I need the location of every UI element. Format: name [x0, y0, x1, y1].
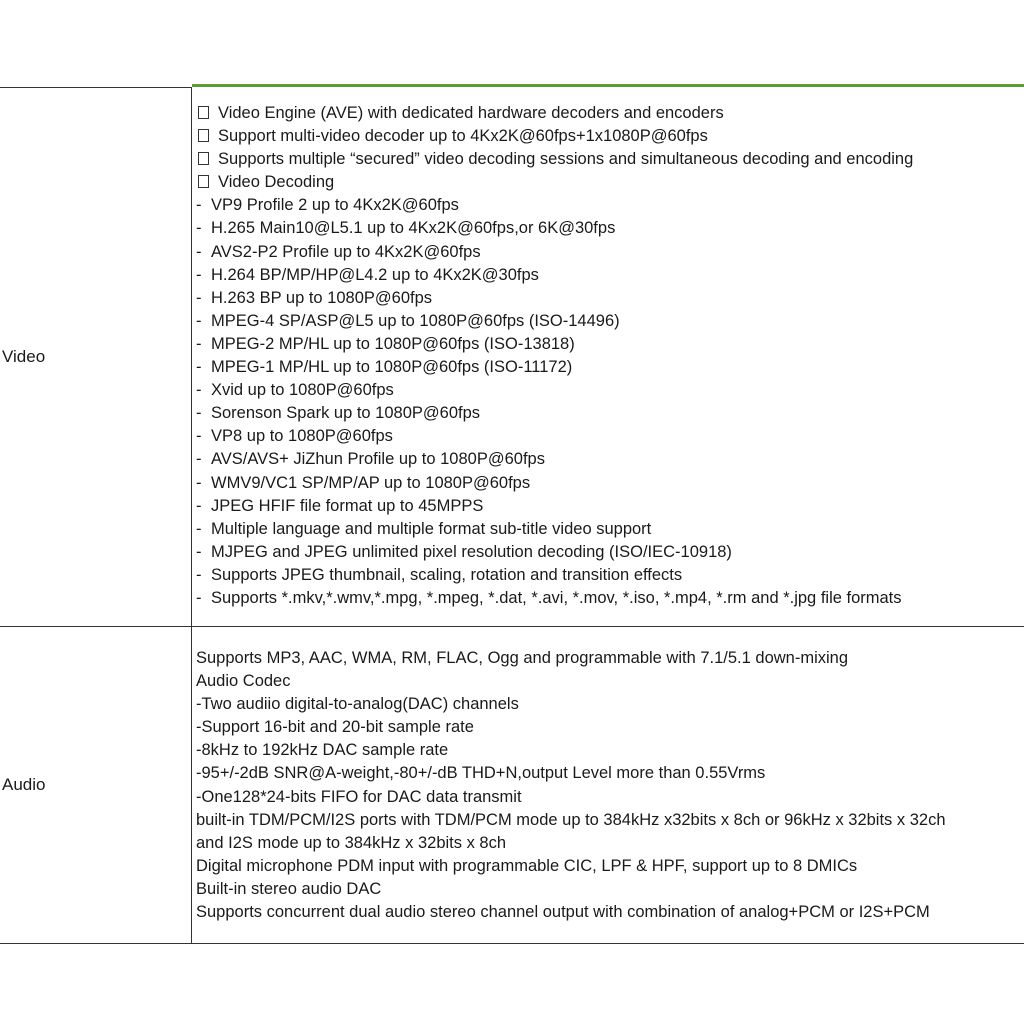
list-item: Support multi-video decoder up to 4Kx2K@60fps+1x1080P@60fps: [196, 125, 1022, 148]
audio-spec-list: [196, 647, 1022, 924]
list-item: - AVS/AVS+ JiZhun Profile up to 1080P@60fps: [196, 448, 1022, 471]
checkbox-bullet-icon: [198, 175, 209, 188]
dash-bullet-icon: -: [196, 473, 202, 492]
video-label: Video: [2, 346, 46, 366]
list-item: - MPEG-2 MP/HL up to 1080P@60fps (ISO-13818): [196, 333, 1022, 356]
list-item: - Multiple language and multiple format sub-title video support: [196, 518, 1022, 541]
video-row: [0, 87, 1024, 627]
checkbox-bullet-icon: [198, 129, 209, 142]
list-item: -One128*24-bits FIFO for DAC data transmit: [196, 787, 522, 806]
dash-bullet-icon: -: [196, 381, 202, 400]
list-item: -Two audiio digital-to-analog(DAC) channels: [196, 695, 519, 714]
dash-bullet-icon: -: [196, 450, 202, 469]
dash-bullet-icon: -: [196, 519, 202, 538]
list-item: - MPEG-4 SP/ASP@L5 up to 1080P@60fps (ISO-14496): [196, 310, 1022, 333]
list-item: - WMV9/VC1 SP/MP/AP up to 1080P@60fps: [196, 472, 1022, 495]
checkbox-bullet-icon: [198, 106, 209, 119]
list-item: - JPEG HFIF file format up to 45MPPS: [196, 495, 1022, 518]
audio-row: [0, 627, 1024, 944]
list-item: - Sorenson Spark up to 1080P@60fps: [196, 402, 1022, 425]
list-item: Built-in stereo audio DAC: [196, 879, 382, 898]
list-item: built-in TDM/PCM/I2S ports with TDM/PCM mode up to 384kHz x32bits x 8ch or 96kHz x 32bits x 32ch: [196, 810, 946, 829]
list-item: Supports concurrent dual audio stereo channel output with combination of analog+PCM or I2S+PCM: [196, 903, 930, 922]
dash-bullet-icon: -: [196, 288, 202, 307]
list-item: - AVS2-P2 Profile up to 4Kx2K@60fps: [196, 241, 1022, 264]
dash-bullet-icon: -: [196, 242, 202, 261]
list-item: - MJPEG and JPEG unlimited pixel resolution decoding (ISO/IEC-10918): [196, 541, 1022, 564]
list-item: - H.263 BP up to 1080P@60fps: [196, 287, 1022, 310]
dash-bullet-icon: -: [196, 427, 202, 446]
dash-bullet-icon: -: [196, 265, 202, 284]
dash-bullet-icon: -: [196, 496, 202, 515]
list-item: Supports MP3, AAC, WMA, RM, FLAC, Ogg and programmable with 7.1/5.1 down-mixing: [196, 649, 849, 667]
dash-bullet-icon: -: [196, 565, 202, 584]
list-item: - VP8 up to 1080P@60fps: [196, 425, 1022, 448]
dash-bullet-icon: -: [196, 334, 202, 353]
video-spec-list: [196, 102, 1022, 610]
list-item: Video Decoding: [196, 171, 1022, 194]
list-item: - Supports JPEG thumbnail, scaling, rotation and transition effects: [196, 564, 1022, 587]
list-item: and I2S mode up to 384kHz x 32bits x 8ch: [196, 833, 507, 852]
list-item: Digital microphone PDM input with programmable CIC, LPF & HPF, support up to 8 DMICs: [196, 856, 858, 875]
list-item: - Supports *.mkv,*.wmv,*.mpg, *.mpeg, *.dat, *.avi, *.mov, *.iso, *.mp4, *.rm and *.jpg file formats: [196, 587, 1022, 610]
list-item: - VP9 Profile 2 up to 4Kx2K@60fps: [196, 194, 1022, 217]
column-divider: [191, 627, 192, 943]
list-item: -8kHz to 192kHz DAC sample rate: [196, 741, 449, 760]
dash-bullet-icon: -: [196, 311, 202, 330]
list-item: Supports multiple “secured” video decoding sessions and simultaneous decoding and encoding: [196, 148, 1022, 171]
dash-bullet-icon: -: [196, 196, 202, 215]
column-divider: [191, 87, 192, 626]
list-item: - H.264 BP/MP/HP@L4.2 up to 4Kx2K@30fps: [196, 264, 1022, 287]
dash-bullet-icon: -: [196, 542, 202, 561]
list-item: Audio Codec: [196, 672, 291, 691]
audio-label: Audio: [2, 775, 46, 794]
list-item: -95+/-2dB SNR@A-weight,-80+/-dB THD+N,output Level more than 0.55Vrms: [196, 764, 766, 783]
list-item: - MPEG-1 MP/HL up to 1080P@60fps (ISO-11172): [196, 356, 1022, 379]
list-item: - Xvid up to 1080P@60fps: [196, 379, 1022, 402]
list-item: -Support 16-bit and 20-bit sample rate: [196, 718, 474, 737]
dash-bullet-icon: -: [196, 358, 202, 377]
dash-bullet-icon: -: [196, 588, 202, 607]
dash-bullet-icon: -: [196, 219, 202, 238]
list-item: - H.265 Main10@L5.1 up to 4Kx2K@60fps,or 6K@30fps: [196, 217, 1022, 240]
dash-bullet-icon: -: [196, 404, 202, 423]
checkbox-bullet-icon: [198, 152, 209, 165]
list-item: Video Engine (AVE) with dedicated hardware decoders and encoders: [196, 102, 1022, 125]
